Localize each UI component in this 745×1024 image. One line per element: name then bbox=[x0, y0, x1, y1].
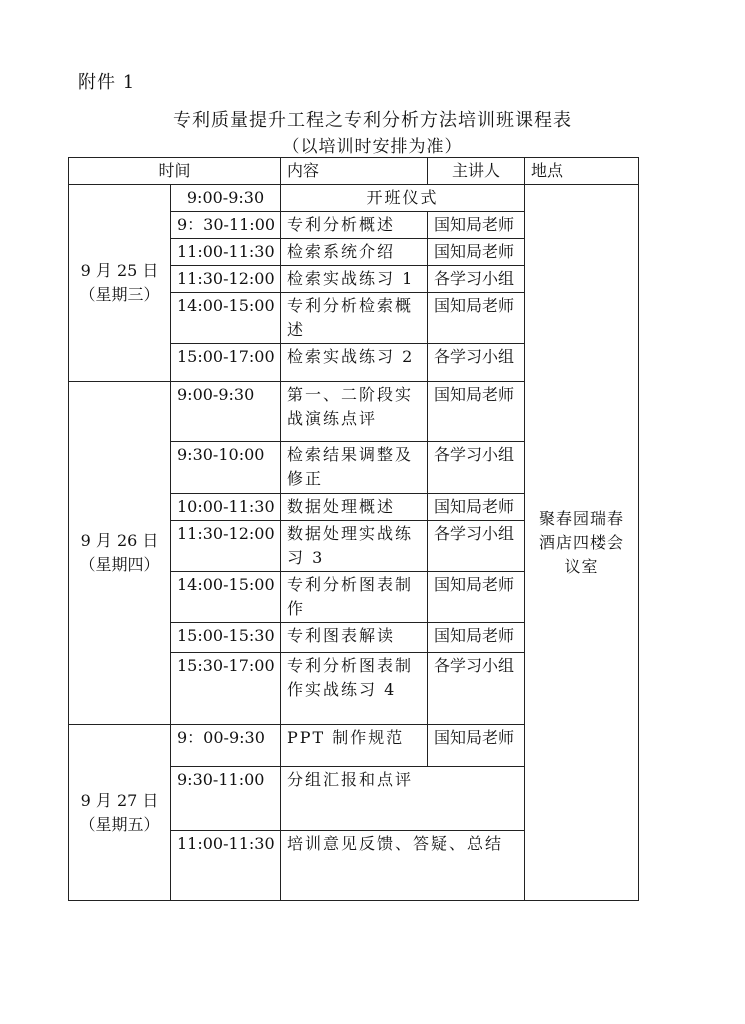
session-speaker: 国知局老师 bbox=[428, 293, 525, 344]
session-speaker: 各学习小组 bbox=[428, 521, 525, 572]
session-content: 专利分析检索概述 bbox=[281, 293, 428, 344]
session-content: 专利分析图表制作 bbox=[281, 572, 428, 623]
header-location: 地点 bbox=[525, 158, 639, 185]
session-speaker: 国知局老师 bbox=[428, 623, 525, 653]
date-label: 9 月 25 日 bbox=[80, 261, 159, 280]
time-slot: 9:00-9:30 bbox=[171, 382, 281, 442]
time-slot: 9:30-10:00 bbox=[171, 442, 281, 494]
header-time: 时间 bbox=[69, 158, 281, 185]
session-content: 开班仪式 bbox=[281, 185, 525, 212]
date-cell-day3 bbox=[69, 725, 171, 901]
time-slot: 9：30-11:00 bbox=[171, 212, 281, 239]
time-slot: 11:30-12:00 bbox=[171, 266, 281, 293]
header-row bbox=[69, 158, 639, 185]
time-slot: 9:30-11:00 bbox=[171, 767, 281, 831]
session-content: 专利分析图表制作实战练习 4 bbox=[281, 653, 428, 725]
session-content: PPT 制作规范 bbox=[281, 725, 428, 767]
time-slot: 14:00-15:00 bbox=[171, 293, 281, 344]
session-speaker: 国知局老师 bbox=[428, 494, 525, 521]
header-speaker: 主讲人 bbox=[428, 158, 525, 185]
schedule-table bbox=[68, 157, 639, 901]
weekday-label: （星期三） bbox=[79, 285, 160, 304]
session-speaker: 国知局老师 bbox=[428, 382, 525, 442]
attachment-label: 附件 1 bbox=[78, 72, 136, 93]
session-speaker: 各学习小组 bbox=[428, 442, 525, 494]
session-content: 检索结果调整及修正 bbox=[281, 442, 428, 494]
date-cell-day2 bbox=[69, 382, 171, 725]
weekday-label: （星期四） bbox=[79, 555, 160, 574]
session-speaker: 国知局老师 bbox=[428, 572, 525, 623]
session-content: 数据处理实战练习 3 bbox=[281, 521, 428, 572]
session-speaker: 各学习小组 bbox=[428, 653, 525, 725]
session-content: 专利图表解读 bbox=[281, 623, 428, 653]
session-speaker: 各学习小组 bbox=[428, 344, 525, 382]
session-content: 数据处理概述 bbox=[281, 494, 428, 521]
time-slot: 11:30-12:00 bbox=[171, 521, 281, 572]
session-content: 检索实战练习 1 bbox=[281, 266, 428, 293]
session-content: 分组汇报和点评 bbox=[281, 767, 525, 831]
time-slot: 10:00-11:30 bbox=[171, 494, 281, 521]
time-slot: 15:30-17:00 bbox=[171, 653, 281, 725]
session-speaker: 国知局老师 bbox=[428, 239, 525, 266]
time-slot: 9：00-9:30 bbox=[171, 725, 281, 767]
session-content: 检索系统介绍 bbox=[281, 239, 428, 266]
time-slot: 11:00-11:30 bbox=[171, 239, 281, 266]
time-slot: 15:00-17:00 bbox=[171, 344, 281, 382]
date-label: 9 月 26 日 bbox=[80, 531, 159, 550]
time-slot: 11:00-11:30 bbox=[171, 831, 281, 901]
location-cell: 聚春园瑞春酒店四楼会议室 bbox=[525, 185, 639, 901]
time-slot: 9:00-9:30 bbox=[171, 185, 281, 212]
date-label: 9 月 27 日 bbox=[80, 790, 159, 810]
time-slot: 14:00-15:00 bbox=[171, 572, 281, 623]
session-content: 专利分析概述 bbox=[281, 212, 428, 239]
time-slot: 15:00-15:30 bbox=[171, 623, 281, 653]
session-speaker: 国知局老师 bbox=[428, 725, 525, 767]
weekday-label: （星期五） bbox=[79, 814, 160, 834]
session-content: 检索实战练习 2 bbox=[281, 344, 428, 382]
session-speaker: 国知局老师 bbox=[428, 212, 525, 239]
date-cell-day1 bbox=[69, 185, 171, 382]
session-speaker: 各学习小组 bbox=[428, 266, 525, 293]
table-row bbox=[69, 185, 639, 212]
page-title: 专利质量提升工程之专利分析方法培训班课程表 bbox=[173, 110, 572, 131]
session-content: 培训意见反馈、答疑、总结 bbox=[281, 831, 525, 901]
session-content: 第一、二阶段实战演练点评 bbox=[281, 382, 428, 442]
header-content: 内容 bbox=[281, 158, 428, 185]
page-subtitle: （以培训时安排为准） bbox=[282, 137, 463, 157]
